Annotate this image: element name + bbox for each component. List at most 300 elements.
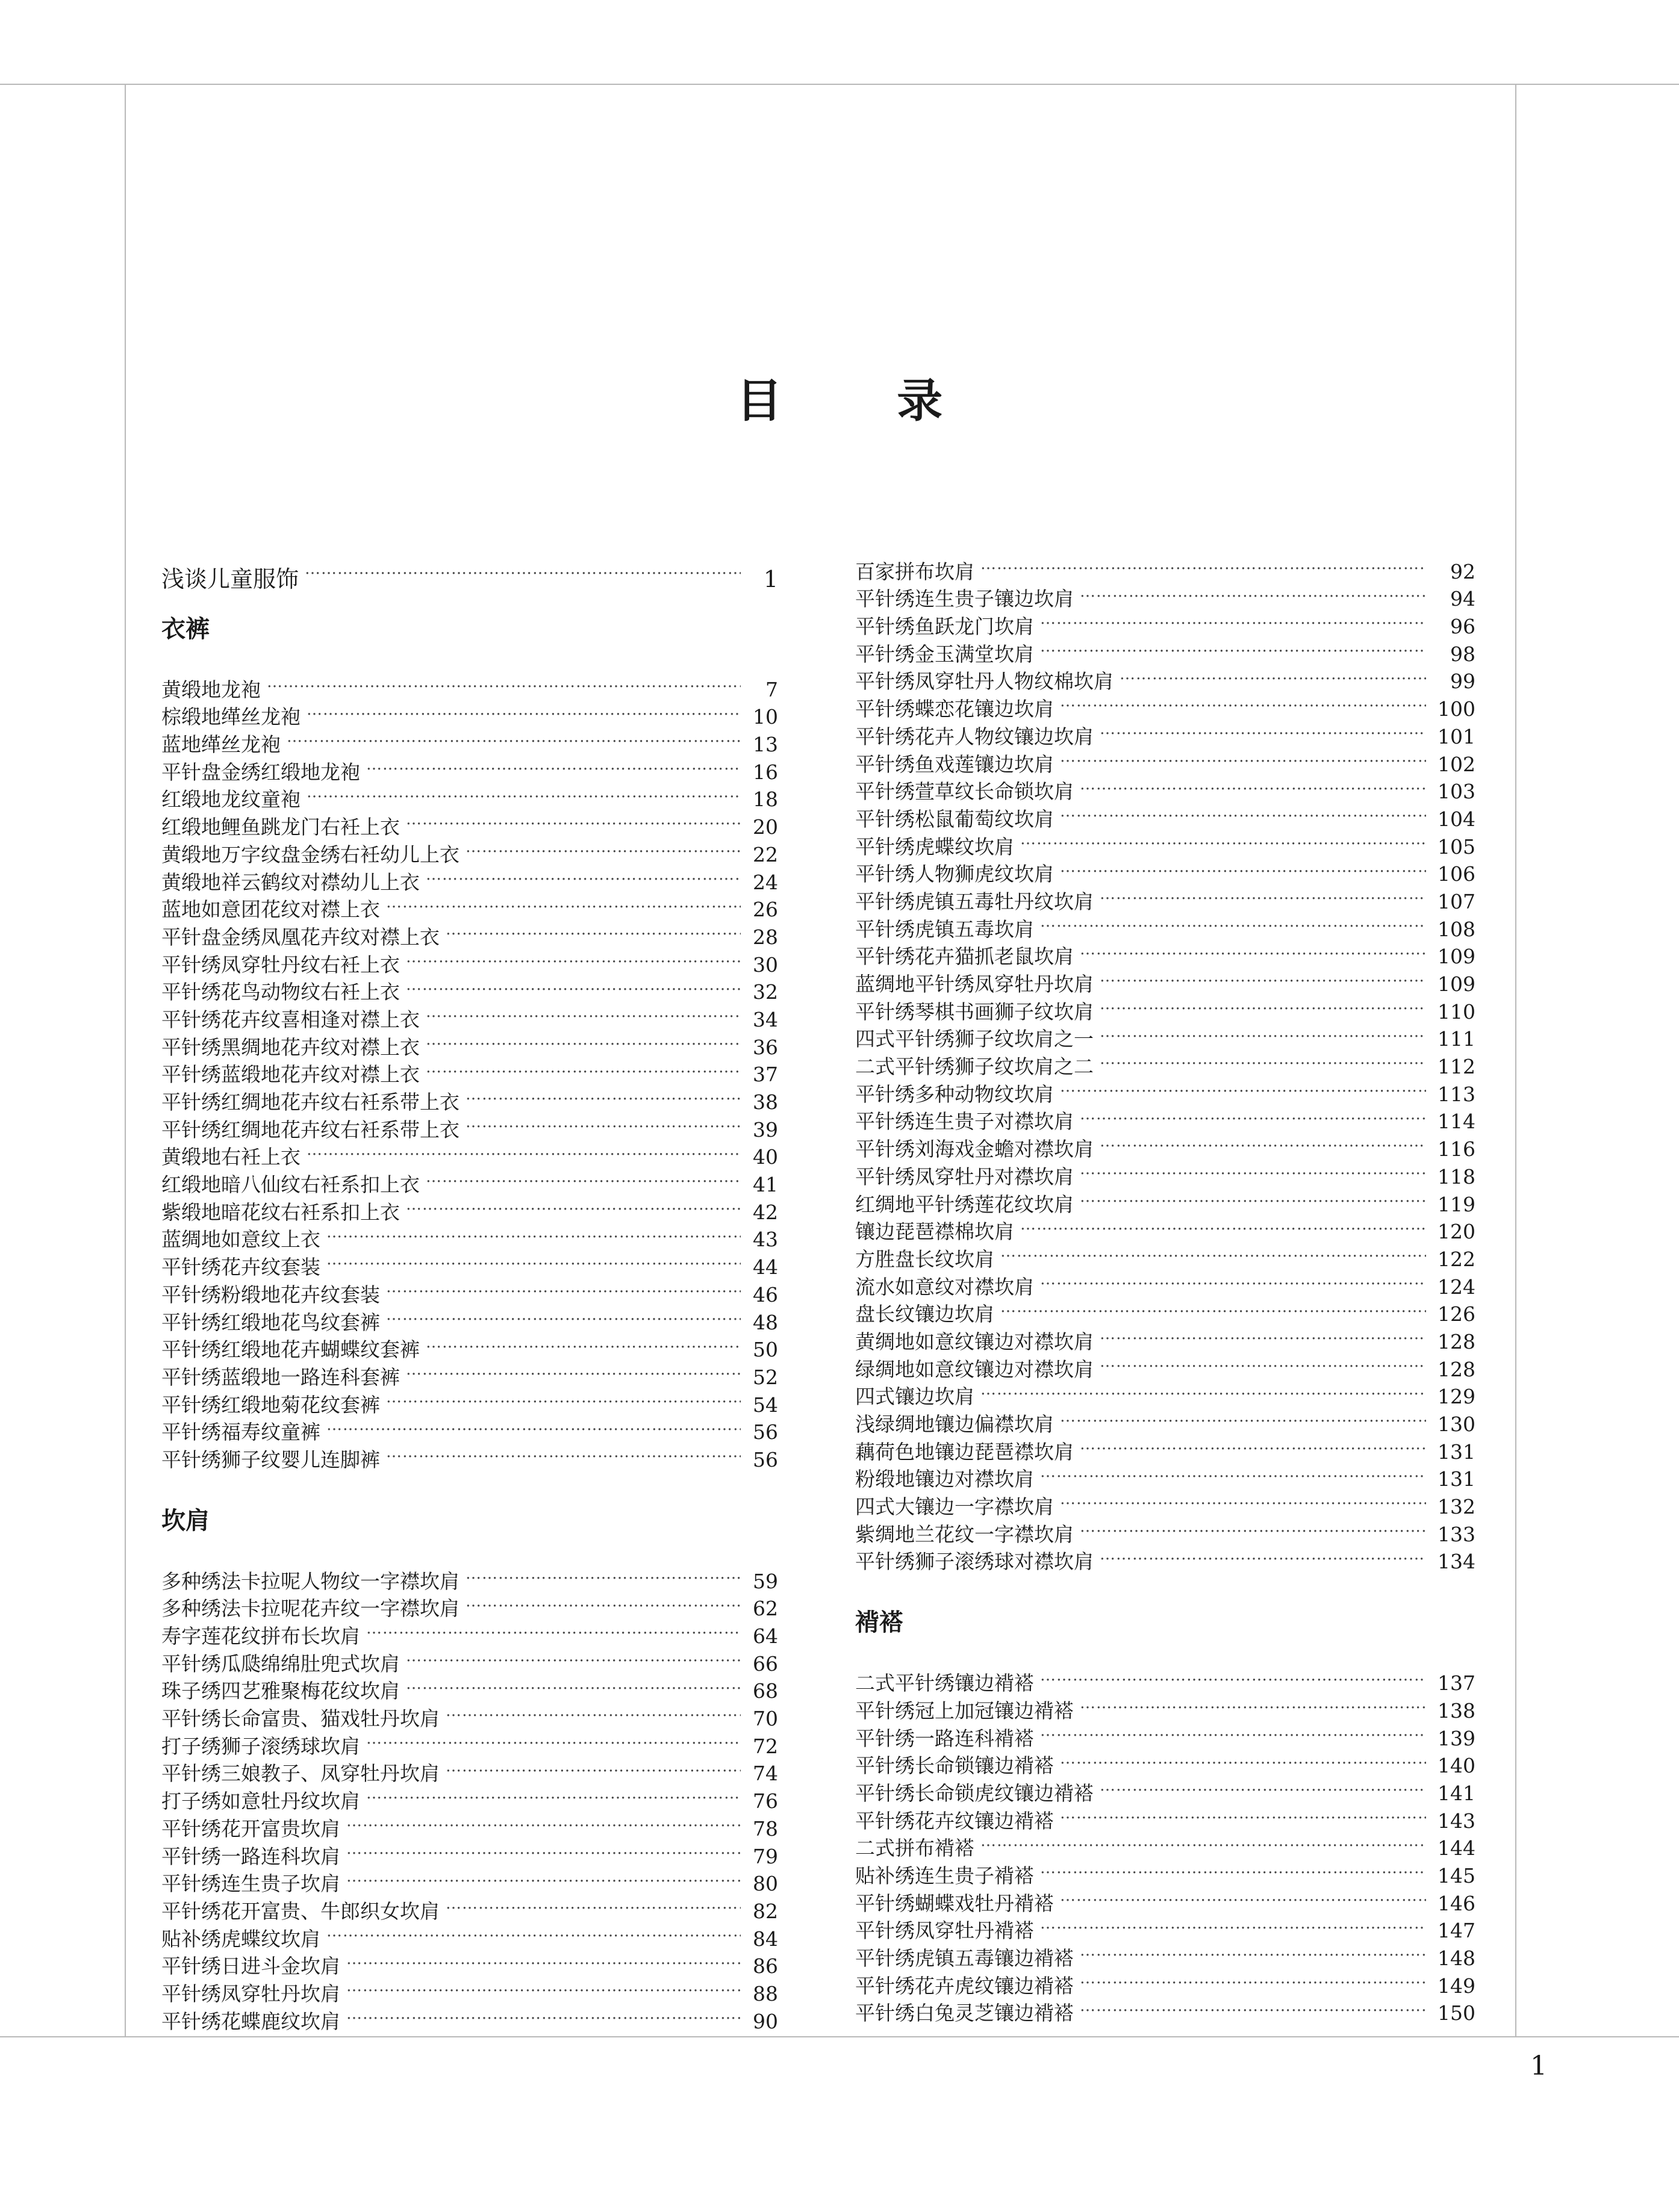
dot-leader: [1060, 1486, 1426, 1514]
section-heading: 坎肩: [161, 1506, 210, 1535]
entry-title: 二式拼布褙褡: [855, 1836, 974, 1860]
entry-page: 103: [1438, 780, 1475, 804]
entry-title: 流水如意纹对襟坎肩: [855, 1275, 1034, 1299]
toc-right-column: [855, 551, 1475, 2025]
entry-title: 平针绣虎蝶纹坎肩: [855, 834, 1014, 859]
dot-leader: [1020, 1211, 1426, 1239]
toc-list: [161, 669, 778, 1471]
dot-leader: [1040, 633, 1426, 661]
entry-title: 平针绣花卉纹套装: [161, 1255, 320, 1279]
entry-page: 148: [1438, 1946, 1475, 1970]
dot-leader: [1060, 744, 1426, 771]
entry-title: 平针绣瓜瓞绵绵肚兜式坎肩: [161, 1651, 400, 1676]
entry-page: 119: [1438, 1192, 1475, 1216]
entry-page: 68: [753, 1679, 778, 1703]
entry-title: 平针绣松鼠葡萄纹坎肩: [855, 807, 1054, 831]
dot-leader: [446, 1890, 741, 1918]
dot-leader: [1060, 1745, 1426, 1773]
entry-title: 平针盘金绣红缎地龙袍: [161, 760, 360, 784]
dot-leader: [366, 1780, 741, 1808]
toc-list: [855, 1662, 1475, 2025]
dot-leader: [287, 724, 741, 751]
entry-page: 143: [1438, 1809, 1475, 1833]
entry-title: 平针绣长命锁镶边褙褡: [855, 1754, 1054, 1778]
entry-title: 平针绣凤穿牡丹人物纹棉坎肩: [855, 670, 1114, 694]
section-yiku: [161, 611, 778, 1471]
dot-leader: [386, 1384, 741, 1412]
dot-leader: [1080, 1937, 1426, 1965]
entry-title: 多种绣法卡拉呢花卉纹一字襟坎肩: [161, 1597, 459, 1621]
entry-title: 紫缎地暗花纹右衽系扣上衣: [161, 1200, 400, 1224]
dot-leader: [1100, 881, 1426, 909]
entry-title: 平针绣连生贵子对襟坎肩: [855, 1110, 1074, 1134]
dot-leader: [1080, 1156, 1426, 1184]
dot-leader: [446, 916, 741, 944]
dot-leader: [1060, 1883, 1426, 1910]
entry-title: 平针绣琴棋书画狮子纹坎肩: [855, 999, 1094, 1024]
entry-page: 39: [753, 1117, 778, 1142]
entry-page: 56: [753, 1420, 778, 1444]
entry-title: 百家拼布坎肩: [855, 559, 974, 583]
entry-page: 82: [753, 1899, 778, 1923]
dot-leader: [307, 779, 741, 807]
entry-title: 平针绣长命富贵、猫戏牡丹坎肩: [161, 1707, 440, 1731]
toc-left-column: [161, 551, 778, 2033]
dot-leader: [1040, 1910, 1426, 1938]
entry-page: 130: [1438, 1412, 1475, 1436]
entry-title: 贴补绣虎蝶纹坎肩: [161, 1927, 320, 1951]
entry-page: 113: [1438, 1082, 1475, 1106]
dot-leader: [1000, 1294, 1426, 1322]
entry-title: 平针绣花开富贵、牛郎织女坎肩: [161, 1899, 440, 1923]
entry-title: 盘长纹镶边坎肩: [855, 1302, 994, 1326]
dot-leader: [1100, 963, 1426, 991]
dot-leader: [326, 1412, 741, 1440]
toc-entry[interactable]: [161, 669, 778, 701]
dot-leader: [1080, 1993, 1426, 2021]
dot-leader: [406, 1191, 741, 1219]
dot-leader: [386, 1302, 741, 1329]
dot-leader: [446, 1698, 741, 1726]
entry-page: 78: [753, 1816, 778, 1841]
entry-title: 四式大镶边一字襟坎肩: [855, 1495, 1054, 1519]
entry-title: 浅谈儿童服饰: [161, 566, 299, 592]
entry-page: 137: [1438, 1671, 1475, 1695]
entry-page: 141: [1438, 1781, 1475, 1805]
entry-page: 13: [753, 733, 778, 757]
entry-title: 平针绣虎镇五毒坎肩: [855, 917, 1034, 941]
dot-leader: [426, 1027, 741, 1054]
entry-page: 80: [753, 1872, 778, 1896]
entry-title: 绿绸地如意纹镶边对襟坎肩: [855, 1357, 1094, 1381]
entry-page: 138: [1438, 1698, 1475, 1723]
dot-leader: [1100, 1772, 1426, 1800]
dot-leader: [466, 1081, 741, 1109]
entry-page: 146: [1438, 1891, 1475, 1915]
entry-title: 粉缎地镶边对襟坎肩: [855, 1467, 1034, 1491]
entry-page: 101: [1438, 724, 1475, 748]
dot-leader: [426, 862, 741, 889]
entry-page: 120: [1438, 1220, 1475, 1244]
entry-page: 26: [753, 898, 778, 922]
dot-leader: [307, 697, 741, 724]
entry-title: 平针绣连生贵子坎肩: [161, 1872, 340, 1896]
entry-title: 平针绣花鸟动物纹右衽上衣: [161, 980, 400, 1004]
entry-page: 133: [1438, 1522, 1475, 1546]
dot-leader: [1100, 716, 1426, 744]
entry-page: 129: [1438, 1385, 1475, 1409]
entry-title: 平针绣一路连科褙褡: [855, 1726, 1034, 1750]
dot-leader: [386, 1274, 741, 1302]
entry-page: 38: [753, 1090, 778, 1114]
entry-title: 蓝地缂丝龙袍: [161, 733, 281, 757]
entry-page: 106: [1438, 862, 1475, 886]
section-kanjian: [161, 1503, 778, 2033]
entry-title: 平针绣金玉满堂坎肩: [855, 642, 1034, 666]
entry-page: 41: [753, 1173, 778, 1197]
entry-page: 56: [753, 1447, 778, 1471]
entry-title: 平针绣多种动物纹坎肩: [855, 1082, 1054, 1106]
entry-title: 平针绣花卉人物纹镶边坎肩: [855, 724, 1094, 748]
entry-page: 90: [753, 2009, 778, 2033]
dot-leader: [1080, 1514, 1426, 1541]
entry-title: 平针绣花卉虎纹镶边褙褡: [855, 1974, 1074, 1998]
entry-title: 镶边琵琶襟棉坎肩: [855, 1220, 1014, 1244]
page-number: 1: [1530, 2051, 1547, 2081]
entry-page: 28: [753, 925, 778, 949]
dot-leader: [406, 1643, 741, 1671]
entry-title: 红缎地暗八仙纹右衽系扣上衣: [161, 1173, 420, 1197]
entry-title: 平针绣红缎地菊花纹套裤: [161, 1393, 380, 1417]
dot-leader: [466, 1109, 741, 1137]
dot-leader: [980, 1376, 1426, 1404]
section-heading: 衣裤: [161, 615, 210, 643]
dot-leader: [366, 1615, 741, 1643]
dot-leader: [980, 551, 1426, 579]
entry-title: 浅绿绸地镶边偏襟坎肩: [855, 1412, 1054, 1436]
dot-leader: [307, 1137, 741, 1164]
dot-leader: [305, 551, 741, 587]
entry-title: 平针绣红缎地花鸟纹套裤: [161, 1310, 380, 1334]
dot-leader: [1040, 909, 1426, 936]
dot-leader: [980, 1828, 1426, 1856]
entry-title: 二式平针绣狮子纹坎肩之二: [855, 1055, 1094, 1079]
entry-title: 平针绣连生贵子镶边坎肩: [855, 587, 1074, 611]
entry-title: 打子绣如意牡丹纹坎肩: [161, 1789, 360, 1813]
entry-title: 平针绣红缎地花卉蝴蝶纹套裤: [161, 1338, 420, 1362]
dot-leader: [1060, 854, 1426, 881]
dot-leader: [1080, 771, 1426, 799]
toc-entry[interactable]: [855, 551, 1475, 583]
dot-leader: [1100, 1349, 1426, 1376]
entry-title: 平针绣花卉纹镶边褙褡: [855, 1809, 1054, 1833]
entry-page: 114: [1438, 1110, 1475, 1134]
entry-page: 100: [1438, 697, 1475, 721]
entry-page: 20: [753, 815, 778, 839]
entry-page: 42: [753, 1200, 778, 1224]
entry-title: 方胜盘长纹坎肩: [855, 1247, 994, 1271]
entry-page: 40: [753, 1145, 778, 1169]
entry-page: 66: [753, 1651, 778, 1676]
dot-leader: [1060, 1800, 1426, 1828]
dot-leader: [1120, 661, 1426, 689]
bottom-rule: [0, 2036, 1679, 2037]
entry-page: 24: [753, 870, 778, 894]
dot-leader: [1040, 1266, 1426, 1294]
entry-page: 22: [753, 842, 778, 866]
intro-list: [161, 551, 778, 592]
entry-page: 34: [753, 1007, 778, 1031]
dot-leader: [1100, 991, 1426, 1019]
entry-page: 104: [1438, 807, 1475, 831]
entry-page: 32: [753, 980, 778, 1004]
entry-title: 平针绣花卉纹喜相逢对襟上衣: [161, 1007, 420, 1031]
dot-leader: [1060, 798, 1426, 826]
dot-leader: [346, 1973, 741, 2001]
entry-page: 43: [753, 1228, 778, 1252]
entry-title: 平针绣一路连科坎肩: [161, 1844, 340, 1868]
dot-leader: [326, 1219, 741, 1247]
dot-leader: [267, 669, 741, 697]
dot-leader: [1060, 688, 1426, 716]
dot-leader: [1080, 936, 1426, 964]
entry-page: 30: [753, 952, 778, 977]
dot-leader: [466, 1561, 741, 1588]
dot-leader: [1100, 1019, 1426, 1046]
entry-title: 黄缎地龙袍: [161, 677, 261, 701]
entry-page: 128: [1438, 1357, 1475, 1381]
entry-title: 平针绣人物狮虎纹坎肩: [855, 862, 1054, 886]
entry-title: 平针绣粉缎地花卉纹套装: [161, 1282, 380, 1306]
entry-page: 132: [1438, 1495, 1475, 1519]
entry-title: 黄缎地祥云鹤纹对襟幼儿上衣: [161, 870, 420, 894]
entry-page: 134: [1438, 1550, 1475, 1574]
entry-page: 126: [1438, 1302, 1475, 1326]
top-rule: [0, 84, 1679, 85]
entry-page: 122: [1438, 1247, 1475, 1271]
entry-title: 平针绣鱼跃龙门坎肩: [855, 615, 1034, 639]
entry-page: 52: [753, 1365, 778, 1389]
entry-page: 54: [753, 1393, 778, 1417]
entry-title: 红缎地龙纹童袍: [161, 788, 301, 812]
entry-page: 10: [753, 705, 778, 729]
entry-page: 72: [753, 1734, 778, 1758]
toc-entry[interactable]: [855, 1662, 1475, 1695]
entry-title: 打子绣狮子滚绣球坎肩: [161, 1734, 360, 1758]
dot-leader: [426, 999, 741, 1027]
entry-page: 18: [753, 788, 778, 812]
section-heading: 褙褡: [855, 1608, 903, 1637]
entry-title: 平针绣凤穿牡丹纹右衽上衣: [161, 952, 400, 977]
entry-title: 红缎地鲤鱼跳龙门右衽上衣: [161, 815, 400, 839]
entry-page: 107: [1438, 889, 1475, 913]
dot-leader: [1060, 1073, 1426, 1101]
dot-leader: [446, 1753, 741, 1781]
entry-page: 110: [1438, 999, 1475, 1024]
entry-title: 平针绣凤穿牡丹对襟坎肩: [855, 1164, 1074, 1188]
entry-page: 62: [753, 1597, 778, 1621]
entry-title: 平针绣日进斗金坎肩: [161, 1954, 340, 1978]
entry-page: 1: [763, 566, 778, 592]
entry-page: 96: [1450, 615, 1475, 639]
entry-page: 102: [1438, 752, 1475, 776]
entry-page: 116: [1438, 1137, 1475, 1161]
dot-leader: [1080, 1965, 1426, 1993]
entry-title: 平针绣花卉猫抓老鼠坎肩: [855, 945, 1074, 969]
entry-title: 紫绸地兰花纹一字襟坎肩: [855, 1522, 1074, 1546]
dot-leader: [1020, 826, 1426, 854]
dot-leader: [406, 1671, 741, 1698]
dot-leader: [1080, 1690, 1426, 1718]
entry-title: 平针绣凤穿牡丹褙褡: [855, 1919, 1034, 1943]
dot-leader: [1080, 579, 1426, 606]
entry-page: 48: [753, 1310, 778, 1334]
section-beida: [855, 1605, 1475, 2025]
entry-page: 50: [753, 1338, 778, 1362]
dot-leader: [346, 1808, 741, 1836]
entry-title: 黄缎地万字纹盘金绣右衽幼儿上衣: [161, 842, 459, 866]
entry-title: 红绸地平针绣莲花纹坎肩: [855, 1192, 1074, 1216]
entry-title: 珠子绣四艺雅聚梅花纹坎肩: [161, 1679, 400, 1703]
entry-title: 棕缎地缂丝龙袍: [161, 705, 301, 729]
entry-title: 平针绣狮子纹婴儿连脚裤: [161, 1447, 380, 1471]
entry-page: 139: [1438, 1726, 1475, 1750]
dot-leader: [426, 1054, 741, 1082]
entry-page: 79: [753, 1844, 778, 1868]
entry-page: 44: [753, 1255, 778, 1279]
entry-title: 平针绣福寿纹童裤: [161, 1420, 320, 1444]
entry-page: 36: [753, 1035, 778, 1059]
entry-page: 109: [1438, 945, 1475, 969]
dot-leader: [1100, 1321, 1426, 1349]
entry-title: 平针绣三娘教子、凤穿牡丹坎肩: [161, 1762, 440, 1786]
dot-leader: [406, 944, 741, 972]
dot-leader: [1040, 606, 1426, 633]
dot-leader: [346, 2001, 741, 2028]
dot-leader: [1080, 1184, 1426, 1211]
entry-title: 藕荷色地镶边琵琶襟坎肩: [855, 1440, 1074, 1464]
entry-title: 平针盘金绣凤凰花卉纹对襟上衣: [161, 925, 440, 949]
entry-title: 黄绸地如意纹镶边对襟坎肩: [855, 1329, 1094, 1353]
dot-leader: [1080, 1431, 1426, 1459]
dot-leader: [406, 972, 741, 999]
dot-leader: [1040, 1855, 1426, 1883]
dot-leader: [346, 1946, 741, 1974]
entry-title: 蓝绸地平针绣凤穿牡丹坎肩: [855, 972, 1094, 996]
dot-leader: [406, 1356, 741, 1384]
entry-page: 145: [1438, 1863, 1475, 1887]
entry-page: 150: [1438, 2001, 1475, 2025]
entry-page: 70: [753, 1707, 778, 1731]
entry-title: 平针绣花开富贵坎肩: [161, 1816, 340, 1841]
entry-page: 144: [1438, 1836, 1475, 1860]
page-title: 目 录: [736, 373, 992, 427]
entry-page: 140: [1438, 1754, 1475, 1778]
dot-leader: [366, 751, 741, 779]
entry-title: 蓝地如意团花纹对襟上衣: [161, 898, 380, 922]
dot-leader: [386, 1439, 741, 1467]
entry-page: 111: [1438, 1027, 1475, 1051]
entry-title: 平针绣虎镇五毒牡丹纹坎肩: [855, 889, 1094, 913]
entry-page: 84: [753, 1927, 778, 1951]
entry-title: 平针绣蝴蝶戏牡丹褙褡: [855, 1891, 1054, 1915]
entry-title: 平针绣长命锁虎纹镶边褙褡: [855, 1781, 1094, 1805]
entry-title: 黄缎地右衽上衣: [161, 1145, 301, 1169]
entry-title: 平针绣凤穿牡丹坎肩: [161, 1981, 340, 2005]
dot-leader: [386, 889, 741, 917]
entry-page: 7: [765, 677, 778, 701]
entry-page: 76: [753, 1789, 778, 1813]
entry-page: 59: [753, 1569, 778, 1593]
entry-title: 贴补绣连生贵子褙褡: [855, 1863, 1034, 1887]
entry-title: 平针绣蝶恋花镶边坎肩: [855, 697, 1054, 721]
toc-list: [161, 1561, 778, 2033]
entry-title: 四式镶边坎肩: [855, 1385, 974, 1409]
entry-title: 平针绣鱼戏莲镶边坎肩: [855, 752, 1054, 776]
entry-title: 平针绣蓝缎地一路连科套裤: [161, 1365, 400, 1389]
section-kanjian-continued: [855, 551, 1475, 1574]
entry-title: 平针绣狮子滚绣球对襟坎肩: [855, 1550, 1094, 1574]
entry-page: 131: [1438, 1467, 1475, 1491]
dot-leader: [406, 806, 741, 834]
entry-page: 131: [1438, 1440, 1475, 1464]
dot-leader: [366, 1726, 741, 1753]
dot-leader: [466, 1588, 741, 1616]
dot-leader: [1100, 1541, 1426, 1569]
dot-leader: [1000, 1238, 1426, 1266]
entry-title: 平针绣冠上加冠镶边褙褡: [855, 1698, 1074, 1723]
dot-leader: [466, 834, 741, 862]
entry-page: 98: [1450, 642, 1475, 666]
entry-page: 108: [1438, 917, 1475, 941]
toc-entry-intro[interactable]: [161, 551, 778, 592]
entry-page: 112: [1438, 1055, 1475, 1079]
dot-leader: [1040, 1718, 1426, 1745]
entry-title: 多种绣法卡拉呢人物纹一字襟坎肩: [161, 1569, 459, 1593]
entry-page: 128: [1438, 1329, 1475, 1353]
entry-title: 平针绣萱草纹长命锁坎肩: [855, 780, 1074, 804]
dot-leader: [1040, 1459, 1426, 1487]
entry-title: 平针绣花蝶鹿纹坎肩: [161, 2009, 340, 2033]
toc-entry[interactable]: [161, 1561, 778, 1593]
entry-page: 105: [1438, 834, 1475, 859]
entry-page: 88: [753, 1981, 778, 2005]
entry-page: 109: [1438, 972, 1475, 996]
entry-title: 寿字莲花纹拼布长坎肩: [161, 1624, 360, 1648]
entry-title: 蓝绸地如意纹上衣: [161, 1228, 320, 1252]
entry-page: 147: [1438, 1919, 1475, 1943]
entry-page: 92: [1450, 559, 1475, 583]
dot-leader: [426, 1329, 741, 1357]
entry-page: 99: [1450, 670, 1475, 694]
entry-title: 平针绣黑绸地花卉纹对襟上衣: [161, 1035, 420, 1059]
entry-page: 46: [753, 1282, 778, 1306]
dot-leader: [326, 1246, 741, 1274]
entry-page: 86: [753, 1954, 778, 1978]
entry-title: 平针绣红绸地花卉纹右衽系带上衣: [161, 1090, 459, 1114]
dot-leader: [326, 1918, 741, 1946]
dot-leader: [346, 1863, 741, 1891]
entry-page: 94: [1450, 587, 1475, 611]
dot-leader: [1100, 1046, 1426, 1073]
toc-list: [855, 551, 1475, 1574]
entry-title: 平针绣白兔灵芝镶边褙褡: [855, 2001, 1074, 2025]
dot-leader: [346, 1836, 741, 1863]
entry-title: 平针绣红绸地花卉纹右衽系带上衣: [161, 1117, 459, 1142]
entry-page: 124: [1438, 1275, 1475, 1299]
entry-page: 37: [753, 1063, 778, 1087]
dot-leader: [1060, 1403, 1426, 1431]
